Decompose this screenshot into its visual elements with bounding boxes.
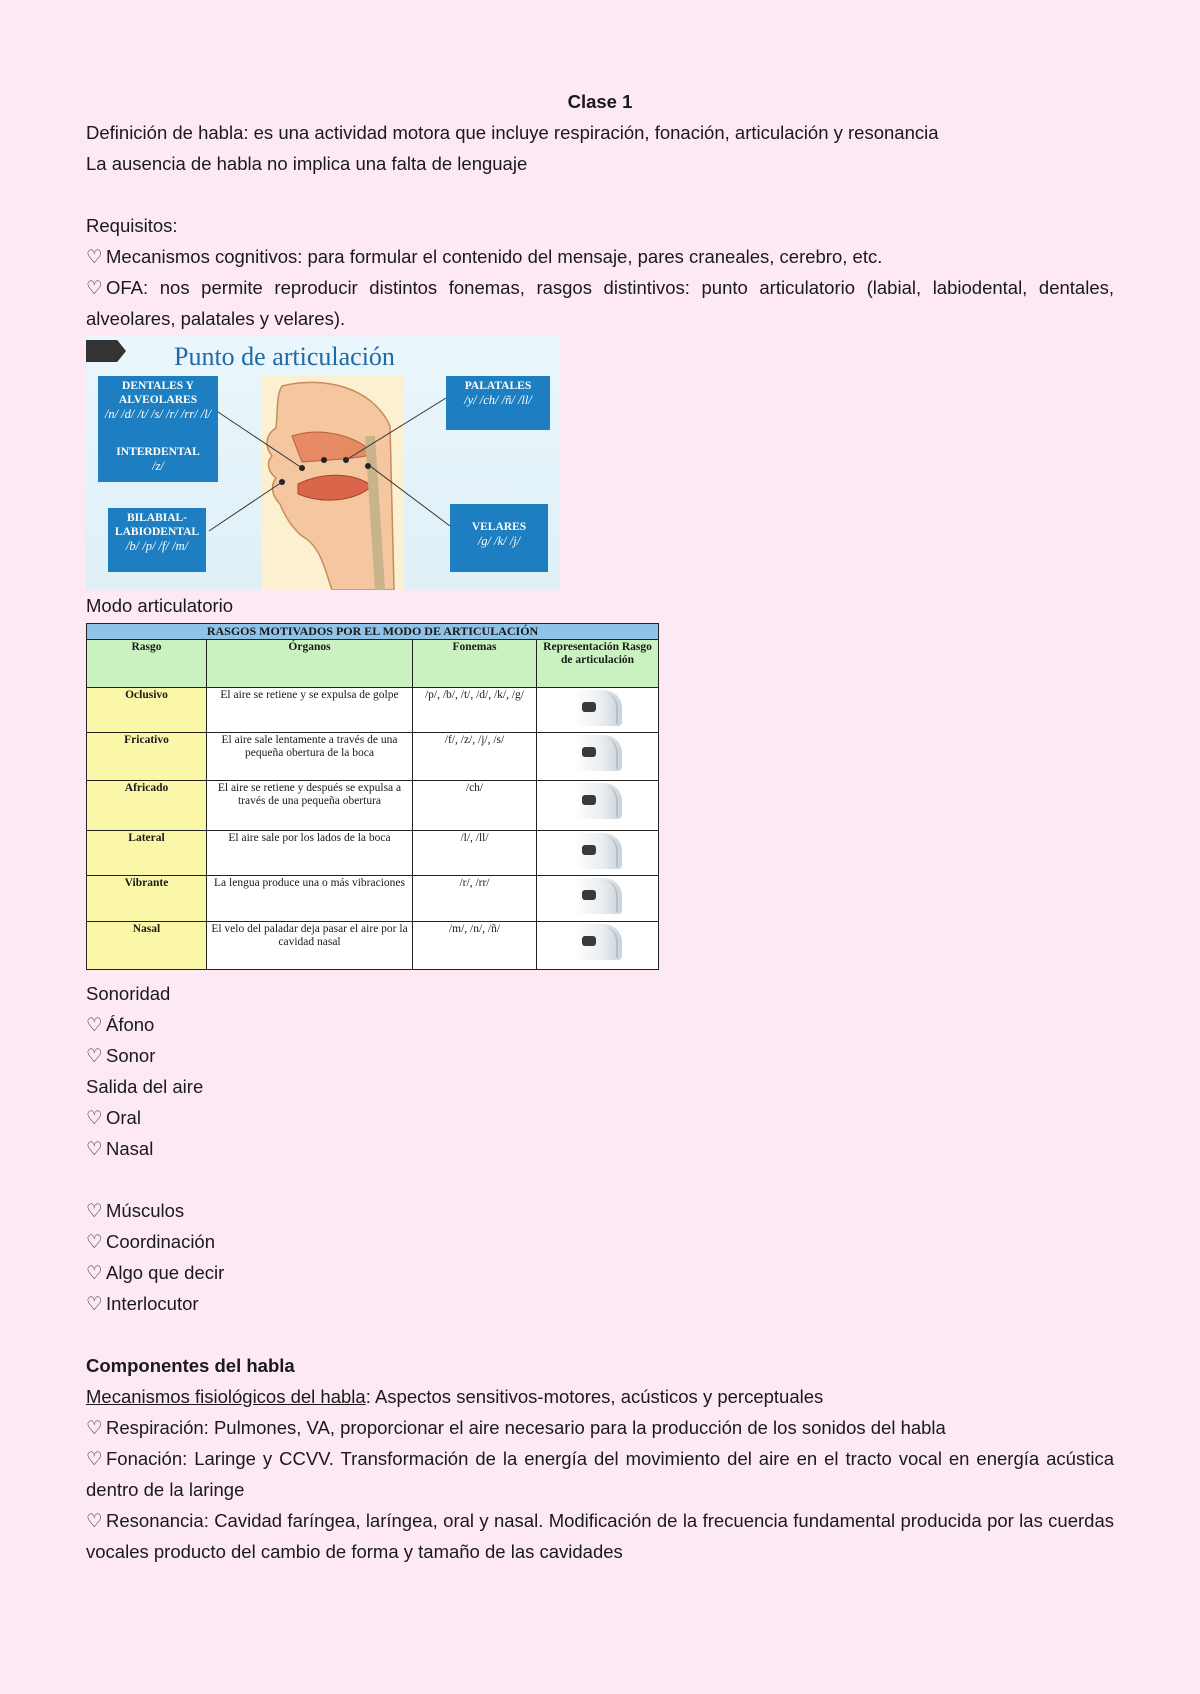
requisitos-item bbox=[86, 272, 1114, 334]
sonoridad-heading: Sonoridad bbox=[86, 983, 171, 1004]
manner-table bbox=[86, 623, 659, 970]
requisitos-item bbox=[86, 241, 1114, 272]
rasgo-cell: Oclusivo bbox=[87, 688, 207, 733]
mouth-diagram-icon bbox=[574, 690, 622, 726]
table-row bbox=[87, 688, 659, 733]
heart-bullet-icon: ♡ bbox=[86, 1200, 103, 1221]
modo-heading: Modo articulatorio bbox=[86, 595, 234, 616]
heart-bullet-icon: ♡ bbox=[86, 246, 103, 267]
fonemas-cell: /m/, /n/, /ñ/ bbox=[413, 922, 537, 970]
extra-item: ♡ Músculos bbox=[86, 1195, 1114, 1226]
table-row bbox=[87, 831, 659, 876]
box-palatales: PALATALES /y/ /ch/ /ñ/ /ll/ bbox=[446, 376, 550, 430]
table-header: Órganos bbox=[207, 640, 413, 688]
heart-bullet-icon: ♡ bbox=[86, 1510, 103, 1531]
mouth-diagram-icon bbox=[574, 924, 622, 960]
heart-bullet-icon: ♡ bbox=[86, 1417, 103, 1438]
sonoridad-item: ♡ Áfono bbox=[86, 1009, 1114, 1040]
salida-item: ♡ Nasal bbox=[86, 1133, 1114, 1164]
table-header: Rasgo bbox=[87, 640, 207, 688]
figure-title: Punto de articulación bbox=[174, 342, 395, 371]
organos-cell: El aire sale lentamente a través de una pequeña obertura de la boca bbox=[207, 733, 413, 781]
fonemas-cell: /r/, /rr/ bbox=[413, 876, 537, 922]
table-row bbox=[87, 781, 659, 831]
box-velares: VELARES /g/ /k/ /j/ bbox=[450, 504, 548, 572]
componentes-item: ♡ Respiración: Pulmones, VA, proporcionar el aire necesario para la producción de los sonidos del habla bbox=[86, 1412, 1114, 1443]
componentes-heading: Componentes del habla bbox=[86, 1355, 295, 1376]
box-interdental: INTERDENTAL /z/ bbox=[98, 442, 218, 482]
table-row bbox=[87, 876, 659, 922]
mouth-diagram-icon bbox=[574, 878, 622, 914]
requisitos-item-text: OFA: nos permite reproducir distintos fonemas, rasgos distintivos: punto articulatorio (labial, labiodental, dentales, alveolares, palatales y velares). bbox=[86, 277, 1114, 329]
fonemas-cell: /ch/ bbox=[413, 781, 537, 831]
table-title: RASGOS MOTIVADOS POR EL MODO DE ARTICULACIÓN bbox=[87, 624, 659, 640]
intro-definition: Definición de habla: es una actividad motora que incluye respiración, fonación, articulación y resonancia bbox=[86, 122, 939, 143]
page-title: Clase 1 bbox=[567, 91, 633, 112]
requisitos-item-text: Mecanismos cognitivos: para formular el contenido del mensaje, pares craneales, cerebro, etc. bbox=[106, 246, 883, 267]
organos-cell: La lengua produce una o más vibraciones bbox=[207, 876, 413, 922]
rasgo-cell: Lateral bbox=[87, 831, 207, 876]
heart-bullet-icon: ♡ bbox=[86, 1107, 103, 1128]
rasgo-cell: Nasal bbox=[87, 922, 207, 970]
componentes-item: ♡ Fonación: Laringe y CCVV. Transformación de la energía del movimiento del aire en el tracto vocal en energía acústica dentro de la laringe bbox=[86, 1443, 1114, 1505]
componentes-item: ♡ Resonancia: Cavidad faríngea, laríngea, oral y nasal. Modificación de la frecuencia fundamental producida por las cuerdas vocales producto del cambio de forma y tamaño de las cavidades bbox=[86, 1505, 1114, 1567]
fonemas-cell: /p/, /b/, /t/, /d/, /k/, /g/ bbox=[413, 688, 537, 733]
fonemas-cell: /f/, /z/, /j/, /s/ bbox=[413, 733, 537, 781]
rasgo-cell: Fricativo bbox=[87, 733, 207, 781]
organos-cell: El aire se retiene y se expulsa de golpe bbox=[207, 688, 413, 733]
heart-bullet-icon: ♡ bbox=[86, 1138, 103, 1159]
document-page bbox=[86, 86, 1114, 1567]
intro-note: La ausencia de habla no implica una falta de lenguaje bbox=[86, 153, 528, 174]
mouth-diagram-icon bbox=[574, 735, 622, 771]
extra-item: ♡ Algo que decir bbox=[86, 1257, 1114, 1288]
organos-cell: El velo del paladar deja pasar el aire por la cavidad nasal bbox=[207, 922, 413, 970]
mecanismos-label: Mecanismos fisiológicos del habla bbox=[86, 1386, 366, 1407]
requisitos-heading: Requisitos: bbox=[86, 215, 178, 236]
heart-bullet-icon: ♡ bbox=[86, 1231, 103, 1252]
organos-cell: El aire sale por los lados de la boca bbox=[207, 831, 413, 876]
heart-bullet-icon: ♡ bbox=[86, 1293, 103, 1314]
heart-bullet-icon: ♡ bbox=[86, 1045, 103, 1066]
sonoridad-item: ♡ Sonor bbox=[86, 1040, 1114, 1071]
table-header: Fonemas bbox=[413, 640, 537, 688]
box-dentales-alveolares: DENTALES Y ALVEOLARES /n/ /d/ /t/ /s/ /r/ /rr/ /l/ bbox=[98, 376, 218, 444]
table-header-row bbox=[87, 640, 659, 688]
rasgo-cell: Africado bbox=[87, 781, 207, 831]
mecanismos-rest: : Aspectos sensitivos-motores, acústicos y perceptuales bbox=[365, 1386, 824, 1407]
extra-item: ♡ Coordinación bbox=[86, 1226, 1114, 1257]
table-header: Representación Rasgo de articulación bbox=[537, 640, 659, 688]
mecanismos-line bbox=[86, 1381, 1114, 1412]
table-row bbox=[87, 733, 659, 781]
mouth-diagram-icon bbox=[574, 783, 622, 819]
extra-item: ♡ Interlocutor bbox=[86, 1288, 1114, 1319]
rasgo-cell: Vibrante bbox=[87, 876, 207, 922]
organos-cell: El aire se retiene y después se expulsa a través de una pequeña obertura bbox=[207, 781, 413, 831]
heart-bullet-icon: ♡ bbox=[86, 1262, 103, 1283]
box-bilabial-labiodental: BILABIAL-LABIODENTAL /b/ /p/ /f/ /m/ bbox=[108, 508, 206, 572]
fonemas-cell: /l/, /ll/ bbox=[413, 831, 537, 876]
salida-heading: Salida del aire bbox=[86, 1076, 204, 1097]
salida-item: ♡ Oral bbox=[86, 1102, 1114, 1133]
mouth-diagram-icon bbox=[574, 833, 622, 869]
heart-bullet-icon: ♡ bbox=[86, 277, 103, 298]
table-row bbox=[87, 922, 659, 970]
heart-bullet-icon: ♡ bbox=[86, 1014, 103, 1035]
articulation-point-figure bbox=[86, 336, 560, 590]
heart-bullet-icon: ♡ bbox=[86, 1448, 103, 1469]
